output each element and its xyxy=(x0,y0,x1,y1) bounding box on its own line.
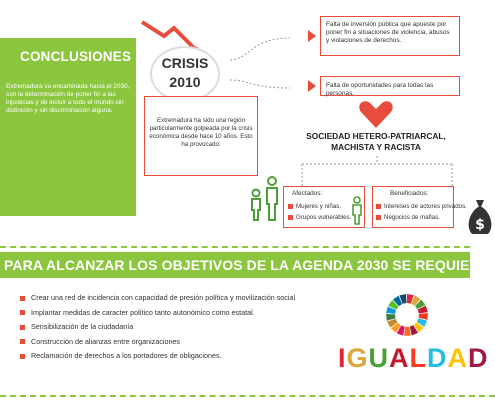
requirement-text: Sensibilización de la ciudadanía xyxy=(31,322,134,332)
affected-item xyxy=(288,213,351,222)
banner-text: PARA ALCANZAR LOS OBJETIVOS DE LA AGENDA 2030 SE REQUIERE: xyxy=(4,257,494,273)
banner-dashed-line xyxy=(0,246,470,248)
igualdad-letter: A xyxy=(447,343,469,373)
beneficiaries-item xyxy=(376,213,440,222)
igualdad-letter: A xyxy=(389,343,410,373)
bullet-icon xyxy=(376,204,381,209)
effect-arrow-icon xyxy=(308,30,316,42)
requirement-item xyxy=(20,351,335,360)
igualdad-letter: I xyxy=(338,343,347,373)
igualdad-letter: D xyxy=(468,343,489,373)
society-line-1: SOCIEDAD HETERO-PATRIARCAL, xyxy=(306,131,446,141)
requirement-text: Construcción de alianzas entre organizaciones xyxy=(31,336,181,346)
bullet-icon xyxy=(288,215,293,220)
crisis-text: Extremadura ha sido una región particularmente golpeada por la crisis económica desde hace 10 años. Esto ha provocado: xyxy=(149,117,253,148)
person-icon xyxy=(350,196,364,226)
igualdad-word xyxy=(338,343,489,374)
connector-lines xyxy=(220,20,320,110)
igualdad-letter: L xyxy=(409,343,428,373)
branch-lines xyxy=(282,154,472,188)
svg-text:$: $ xyxy=(475,217,485,233)
bullet-icon xyxy=(20,354,25,359)
requirement-item xyxy=(20,293,335,302)
requirements-list xyxy=(20,293,335,366)
igualdad-letter: D xyxy=(427,343,448,373)
crisis-year: 2010 xyxy=(169,74,201,90)
igualdad-letter: G xyxy=(346,343,369,373)
effect-arrow-icon xyxy=(308,80,316,92)
affected-item xyxy=(288,202,341,211)
sdg-wheel-icon xyxy=(384,292,430,338)
effect-text-1: Falta de inversión pública que apueste por poner fin a situaciones de violencia, abusos y violaciones de derechos. xyxy=(326,21,450,44)
conclusions-text: Extremadura va encaminada hacia el 2030, con la determinación de poner fin a las injusticias y de incluir a todo el mundo sin distinción y sin discriminación alguna. xyxy=(6,83,130,114)
requirement-item xyxy=(20,337,335,346)
bullet-icon xyxy=(20,296,25,301)
affected-item-text: Grupos vulnerables. xyxy=(296,214,352,221)
affected-item-text: Mujeres y niñas. xyxy=(296,203,342,210)
requirement-text: Implantar medidas de caracter político tanto autonómico como estatal. xyxy=(31,307,255,317)
society-line-2: MACHISTA Y RACISTA xyxy=(331,142,421,152)
society-label xyxy=(292,131,460,153)
beneficiaries-item xyxy=(376,202,467,211)
conclusions-title: CONCLUSIONES xyxy=(20,49,132,64)
bullet-icon xyxy=(20,339,25,344)
beneficiaries-item-text: Intereses de actores privados. xyxy=(384,203,467,210)
requirement-text: Reclamación de derechos a los portadores de obligaciones. xyxy=(31,351,222,361)
requirement-text: Crear una red de incidencia con capacidad de presión política y movilización social xyxy=(31,293,296,302)
igualdad-letter: U xyxy=(368,343,390,373)
requirement-item xyxy=(20,308,335,317)
bullet-icon xyxy=(20,325,25,330)
effect-text-2: Falta de oportunidades para todas las personas. xyxy=(326,82,434,97)
conclusions-panel xyxy=(0,38,136,216)
sdg-wheel-segment xyxy=(404,327,411,336)
bullet-icon xyxy=(376,215,381,220)
requirement-item xyxy=(20,322,335,331)
beneficiaries-title: Beneficiados: xyxy=(390,190,429,197)
family-icon xyxy=(248,176,282,224)
affected-title: Afectados: xyxy=(292,190,323,197)
heart-icon xyxy=(358,100,394,130)
bullet-icon xyxy=(20,310,25,315)
bullet-icon xyxy=(288,204,293,209)
bottom-dashed-line xyxy=(0,395,495,397)
money-bag-icon xyxy=(466,198,494,238)
beneficiaries-item-text: Negocios de mafias. xyxy=(384,214,441,221)
crisis-title: CRISIS xyxy=(161,55,209,71)
